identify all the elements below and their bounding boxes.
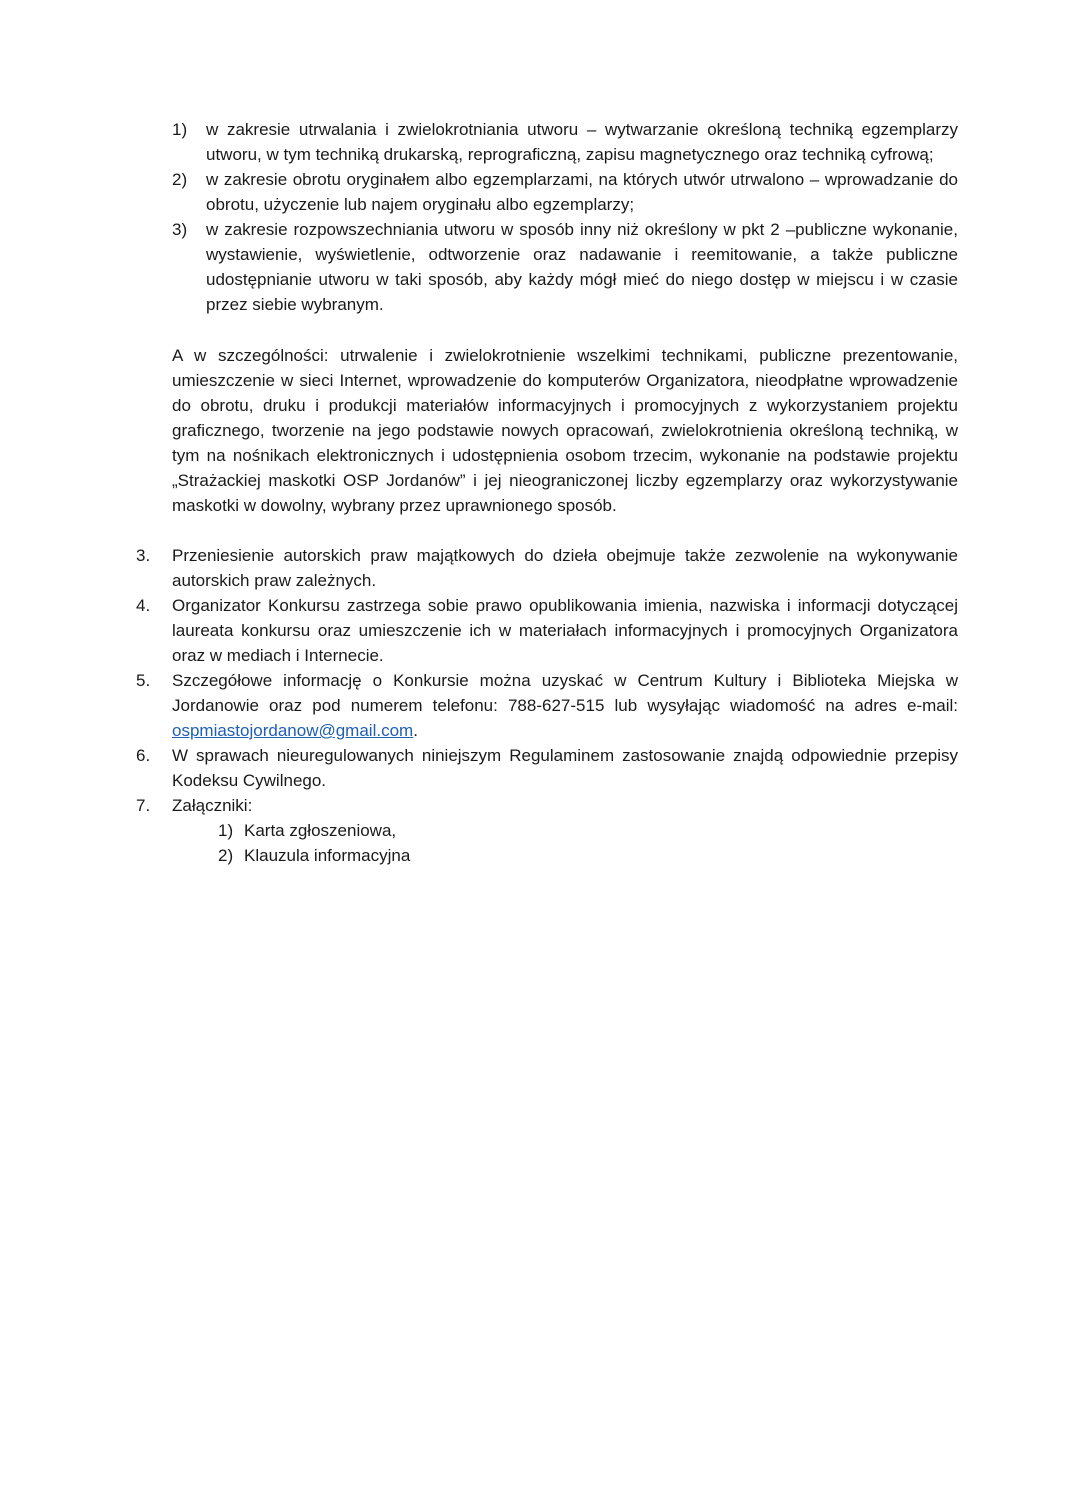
list-text: Organizator Konkursu zastrzega sobie prawo opublikowania imienia, nazwiska i informacji dotyczącej laureata konkursu oraz umieszczenie ich w materiałach informacyjnych i promocyjnych Organizatora oraz w mediach i Internecie. <box>172 596 958 665</box>
list-number: 3. <box>136 546 151 565</box>
list-item <box>136 543 958 593</box>
list-text: w zakresie rozpowszechniania utworu w sposób inny niż określony w pkt 2 –publiczne wykonanie, wystawienie, wyświetlenie, odtworzenie oraz nadawanie i reemitowanie, a także publiczne udostępnianie utworu w taki sposób, aby każdy mógł mieć do niego dostęp w miejscu i w czasie przez siebie wybranym. <box>206 220 958 314</box>
email-link[interactable]: ospmiastojordanow@gmail.com <box>172 721 414 740</box>
main-numbered-list <box>136 543 958 818</box>
list-item <box>136 593 958 668</box>
list-item <box>136 743 958 793</box>
list-item <box>218 843 618 868</box>
rights-sub-list <box>172 117 958 317</box>
list-text: Karta zgłoszeniowa, <box>244 821 397 840</box>
list-item <box>136 793 958 818</box>
list-text: Przeniesienie autorskich praw majątkowych do dzieła obejmuje także zezwolenie na wykonywanie autorskich praw zależnych. <box>172 546 958 590</box>
list-number: 1) <box>172 120 188 139</box>
paragraph-text: A w szczególności: utrwalenie i zwielokrotnienie wszelkimi technikami, publiczne prezentowanie, umieszczenie w sieci Internet, wprowadzenie do komputerów Organizatora, nieodpłatne wprowadzenie do obrotu, druku i produkcji materiałów informacyjnych i promocyjnych z wykorzystaniem projektu graficznego, tworzenie na jego podstawie nowych opracowań, zwielokrotnienia określoną techniką, w tym na nośnikach elektronicznych i udostępnienia osobom trzecim, wykonanie na podstawie projektu „Strażackiej maskotki OSP Jordanów” i jej nieograniczonej liczby egzemplarzy oraz wykorzystywanie maskotki w dowolny, wybrany przez uprawnionego sposób. <box>172 346 958 515</box>
list-text: Szczegółowe informację o Konkursie można uzyskać w Centrum Kultury i Biblioteka Miejska w Jordanowie oraz pod numerem telefonu: 788-627-515 lub wysyłając wiadomość na adres e-mail: <box>172 671 958 715</box>
particular-paragraph <box>172 343 958 518</box>
list-text: w zakresie utrwalania i zwielokrotniania utworu – wytwarzanie określoną techniką egzemplarzy utworu, w tym techniką drukarską, reprograficzną, zapisu magnetycznego oraz techniką cyfrową; <box>206 120 958 164</box>
list-number: 7. <box>136 796 151 815</box>
list-item <box>172 117 958 167</box>
list-number: 6. <box>136 746 151 765</box>
list-number: 2) <box>218 846 234 865</box>
list-text: w zakresie obrotu oryginałem albo egzemplarzami, na których utwór utrwalono – wprowadzanie do obrotu, użyczenie lub najem oryginału albo egzemplarzy; <box>206 170 958 214</box>
list-number: 3) <box>172 220 188 239</box>
list-text: Klauzula informacyjna <box>244 846 411 865</box>
list-item <box>218 818 618 843</box>
list-text-end: . <box>413 721 418 740</box>
list-number: 1) <box>218 821 234 840</box>
list-text: Załączniki: <box>172 796 253 815</box>
list-number: 4. <box>136 596 151 615</box>
attachments-list <box>218 818 618 868</box>
list-text: W sprawach nieuregulowanych niniejszym Regulaminem zastosowanie znajdą odpowiednie przepisy Kodeksu Cywilnego. <box>172 746 958 790</box>
list-number: 5. <box>136 671 151 690</box>
list-item <box>136 668 958 743</box>
list-item <box>172 217 958 317</box>
list-item <box>172 167 958 217</box>
list-number: 2) <box>172 170 188 189</box>
